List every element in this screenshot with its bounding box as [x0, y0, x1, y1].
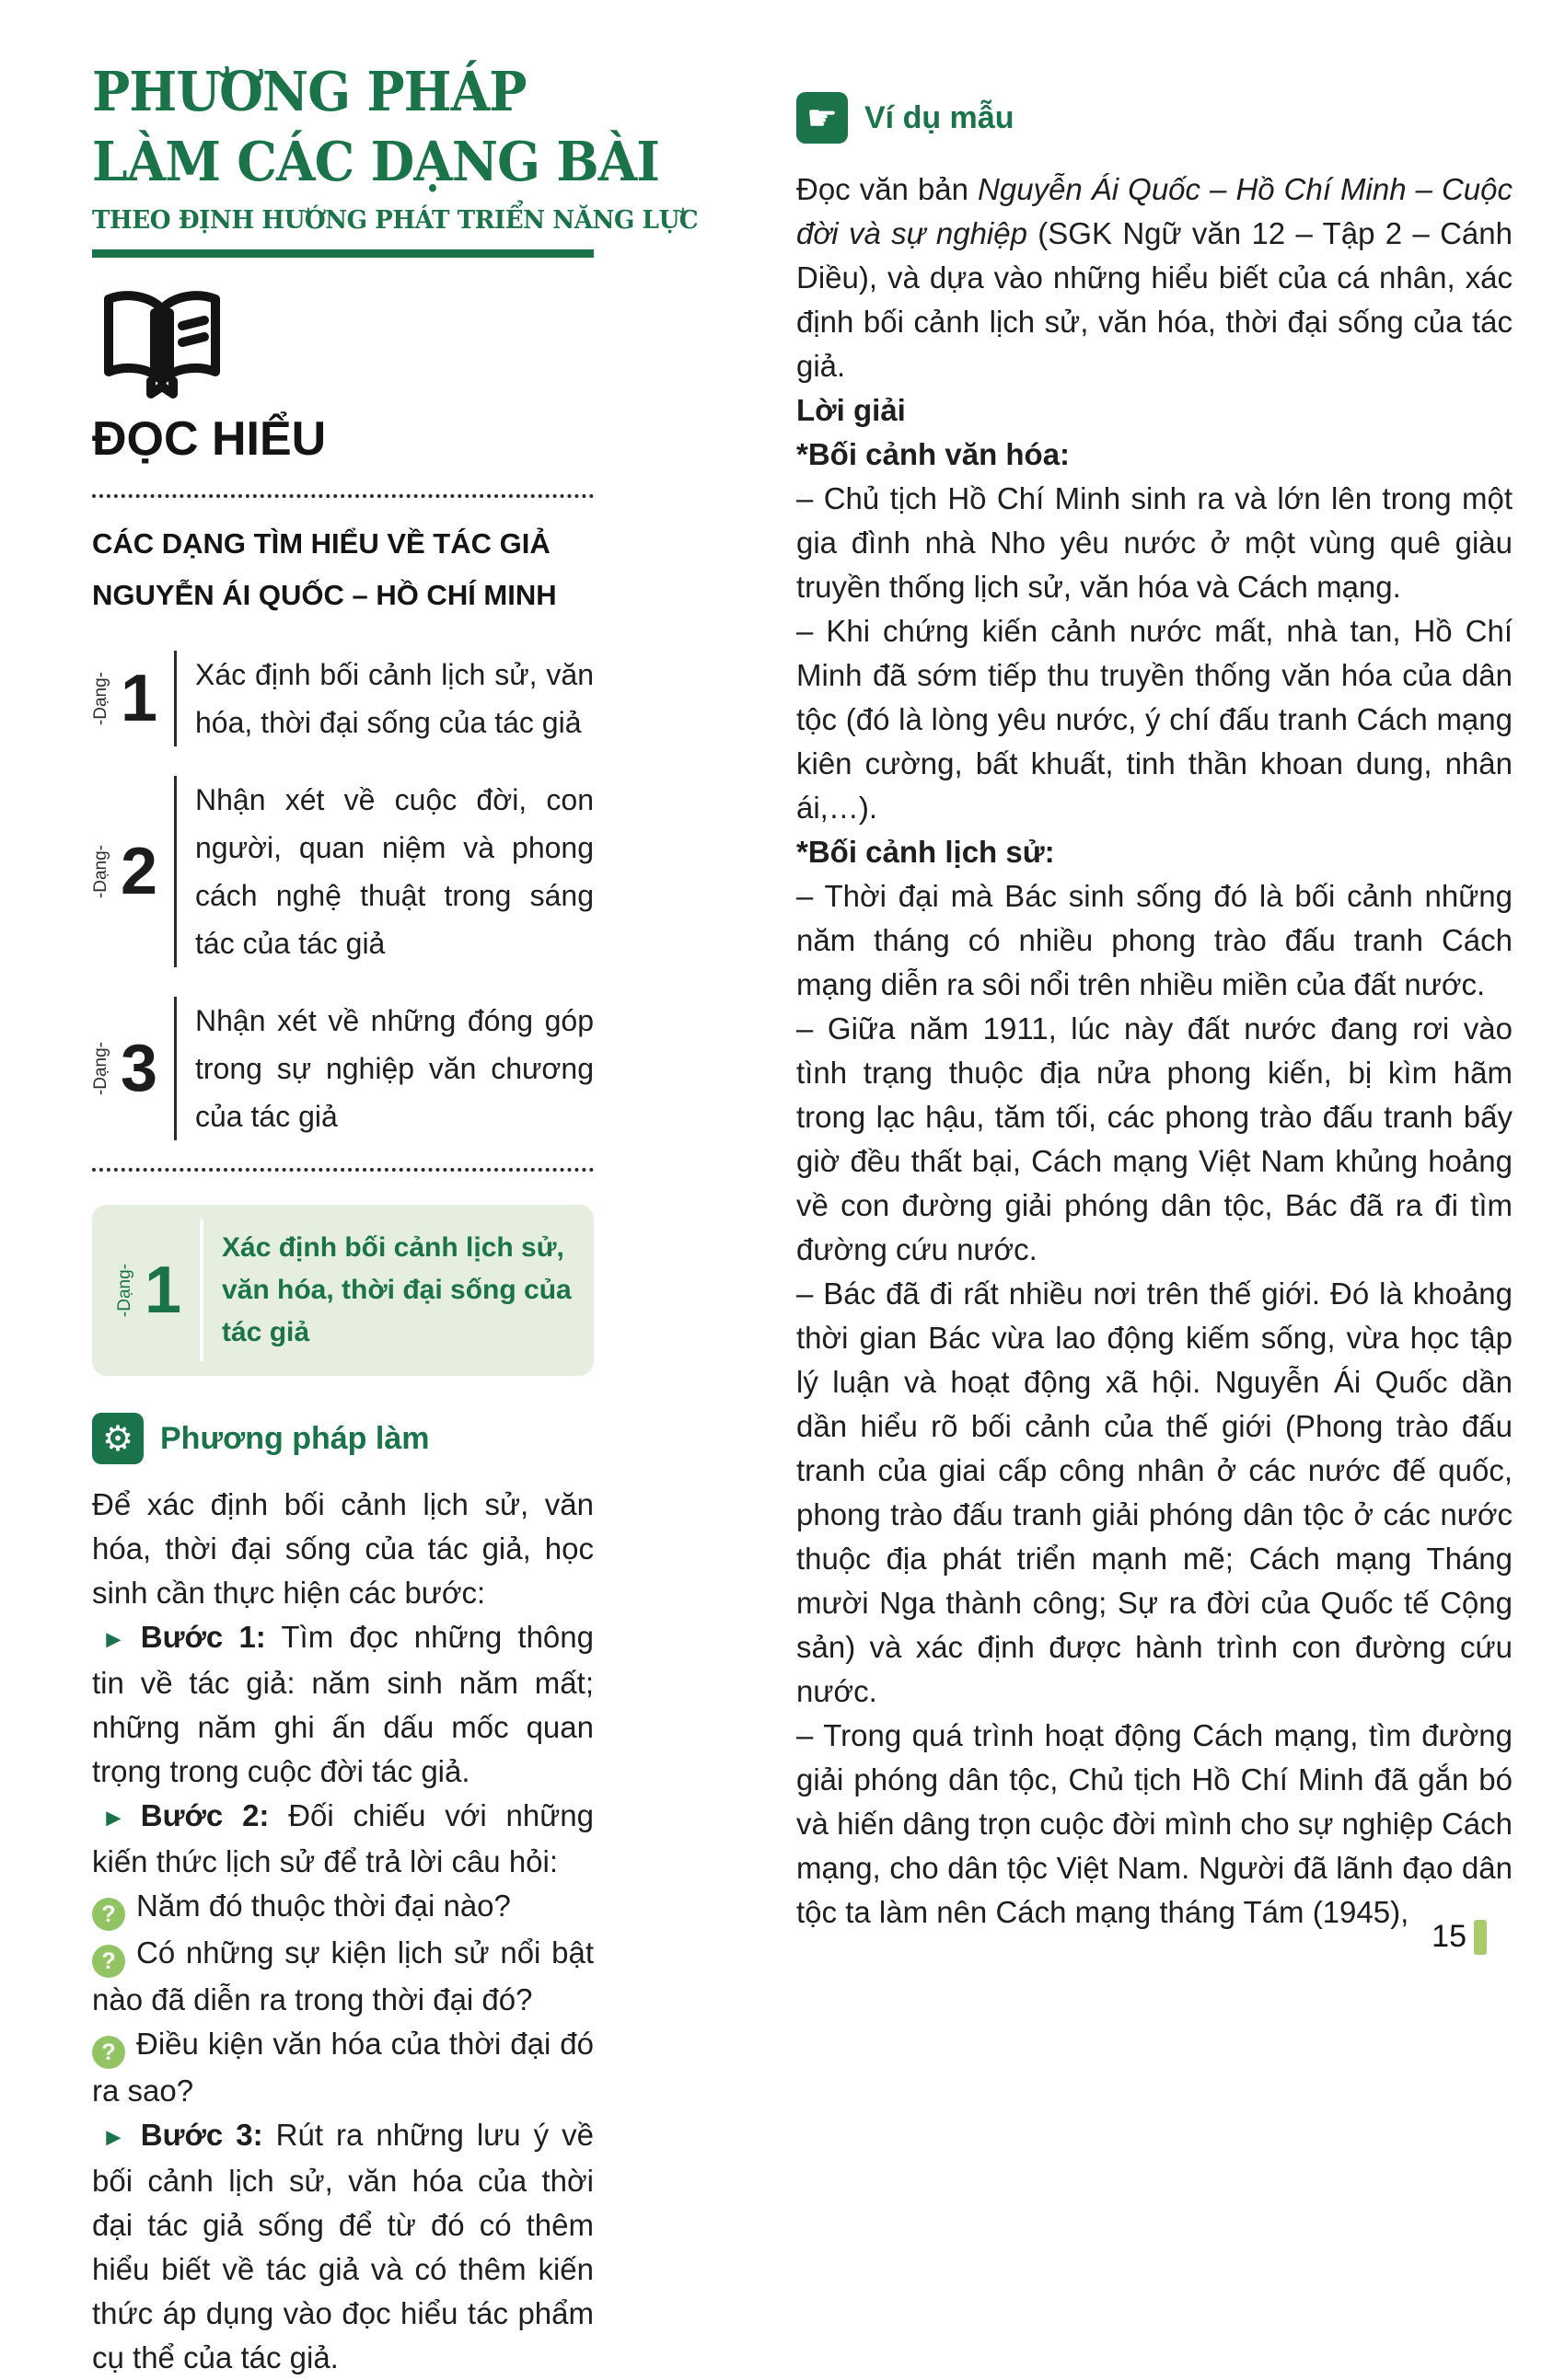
- cultural-context-heading: *Bối cảnh văn hóa:: [796, 437, 1071, 471]
- step-2-paragraph: [92, 1794, 594, 1884]
- question-text: Điều kiện văn hóa của thời đại đó ra sao?: [92, 2027, 594, 2108]
- dang-number: 1: [120, 661, 158, 735]
- dang-number: 3: [120, 1031, 158, 1105]
- list-item-dang-1: [92, 651, 594, 746]
- step-label: Bước 3:: [140, 2118, 263, 2152]
- question-text: Năm đó thuộc thời đại nào?: [136, 1889, 511, 1923]
- historical-paragraph-3: – Bác đã đi rất nhiều nơi trên thế giới. Đó là khoảng thời gian Bác vừa lao động kiếm sống, vừa học tập lý luận và hoạt động xã hội. Nguyễn Ái Quốc dần dần hiểu rõ bối cảnh của thế giới (Phong trào đấu tranh của giai cấp công nhân ở các nước đế quốc, phong trào đấu tranh giải phóng dân tộc ở các nước thuộc địa phát triển mạnh mẽ; Cách mạng Tháng mười Nga thành công; Sự ra đời của Quốc tế Cộng sản) và xác định được hành trình con đường cứu nước.: [796, 1277, 1513, 1708]
- dang-number: 1: [144, 1253, 182, 1327]
- question-text: Có những sự kiện lịch sử nổi bật nào đã diễn ra trong thời đại đó?: [92, 1935, 594, 2016]
- vertical-divider: [200, 1219, 203, 1361]
- question-item-1: [92, 1884, 594, 1931]
- solution-label: Lời giải: [796, 393, 906, 427]
- page-title: [92, 57, 660, 197]
- dang-number: 2: [120, 834, 158, 908]
- method-title: Phương pháp làm: [160, 1420, 430, 1456]
- forms-heading: [92, 518, 594, 621]
- right-column: [796, 92, 1513, 1935]
- page-footer: [1432, 1919, 1487, 1955]
- reading-section-title: ĐỌC HIỂU: [92, 412, 327, 466]
- page-subtitle: THEO ĐỊNH HƯỚNG PHÁT TRIỂN NĂNG LỰC: [92, 206, 699, 235]
- page-number-bar: [1474, 1920, 1487, 1955]
- vertical-divider: [174, 997, 177, 1140]
- left-column: [91, 57, 699, 2380]
- question-icon: ?: [92, 2036, 125, 2069]
- page-title-line1: PHƯƠNG PHÁP: [92, 60, 527, 123]
- example-header: [796, 92, 1513, 144]
- dang-vertical-label: -Dạng-: [115, 1263, 134, 1318]
- method-header: [92, 1413, 594, 1464]
- example-intro-post: (SGK Ngữ văn 12 – Tập 2 – Cánh Diều), và dựa vào những hiểu biết của cá nhân, xác định bối cảnh lịch sử, văn hóa, thời đại sống của tác giả.: [796, 216, 1513, 383]
- question-item-3: [92, 2022, 594, 2113]
- triangle-bullet-icon: ►: [101, 1804, 126, 1831]
- historical-paragraph-1: – Thời đại mà Bác sinh sống đó là bối cảnh những năm tháng có nhiều phong trào đấu tranh Cách mạng diễn ra sôi nổi trên nhiều miền của đất nước.: [796, 879, 1513, 1001]
- green-divider-rule: [92, 249, 594, 258]
- forms-heading-line2: NGUYỄN ÁI QUỐC – HỒ CHÍ MINH: [92, 579, 557, 611]
- forms-heading-line1: CÁC DẠNG TÌM HIỂU VỀ TÁC GIẢ: [92, 527, 551, 560]
- vertical-divider: [174, 776, 177, 967]
- pointing-hand-icon: ☛: [796, 92, 848, 144]
- question-item-2: [92, 1931, 594, 2022]
- dang-item-text: Xác định bối cảnh lịch sử, văn hóa, thời đại sống của tác giả: [195, 658, 594, 739]
- dotted-separator-bottom: [92, 1168, 594, 1172]
- list-item-dang-3: [92, 997, 594, 1140]
- step-text: Tìm đọc những thông tin về tác giả: năm sinh năm mất; những năm ghi ấn dấu mốc quan trọng trong cuộc đời tác giả.: [92, 1620, 594, 1788]
- page-title-line2: LÀM CÁC DẠNG BÀI: [92, 130, 660, 193]
- step-label: Bước 1:: [140, 1620, 266, 1654]
- dang-vertical-label: -Dạng-: [91, 671, 110, 726]
- triangle-bullet-icon: ►: [101, 1625, 126, 1653]
- question-icon: ?: [92, 1898, 125, 1931]
- gear-icon: ⚙: [92, 1413, 144, 1464]
- dang-box-text: Xác định bối cảnh lịch sử, văn hóa, thời đại sống của tác giả: [222, 1232, 572, 1347]
- example-intro-pre: Đọc văn bản: [796, 172, 979, 206]
- historical-paragraph-2: – Giữa năm 1911, lúc này đất nước đang rơi vào tình trạng thuộc địa nửa phong kiến, bị kìm hãm trong lạc hậu, tăm tối, các phong trào đấu tranh bấy giờ đều thất bại, Cách mạng Việt Nam khủng hoảng về con đường giải phóng dân tộc, Bác đã ra đi tìm đường cứu nước.: [796, 1011, 1513, 1266]
- example-work-title: Nguyễn Ái Quốc – Hồ Chí Minh – Cuộc đời và sự nghiệp: [796, 172, 1513, 250]
- dang-vertical-label: -Dạng-: [91, 1041, 110, 1096]
- vertical-divider: [174, 651, 177, 746]
- step-text: Đối chiếu với những kiến thức lịch sử để trả lời câu hỏi:: [92, 1798, 594, 1878]
- step-text: Rút ra những lưu ý về bối cảnh lịch sử, văn hóa của thời đại tác giả sống để từ đó có thêm hiểu biết về tác giả và có thêm kiến thức áp dụng vào đọc hiểu tác phẩm cụ thể của tác giả.: [92, 2118, 594, 2374]
- dotted-separator-top: [92, 494, 594, 498]
- list-item-dang-2: [92, 776, 594, 967]
- triangle-bullet-icon: ►: [101, 2123, 126, 2151]
- dang-1-highlight-box: [92, 1205, 594, 1376]
- dang-item-text: Nhận xét về cuộc đời, con người, quan niệm và phong cách nghệ thuật trong sáng tác của tác giả: [195, 783, 594, 960]
- historical-context-heading: *Bối cảnh lịch sử:: [796, 835, 1055, 869]
- dang-item-text: Nhận xét về những đóng góp trong sự nghiệp văn chương của tác giả: [195, 1004, 594, 1133]
- historical-paragraph-4: – Trong quá trình hoạt động Cách mạng, tìm đường giải phóng dân tộc, Chủ tịch Hồ Chí Minh đã gắn bó và hiến dâng trọn cuộc đời mình cho sự nghiệp Cách mạng, cho dân tộc Việt Nam. Người đã lãnh đạo dân tộc ta làm nên Cách mạng tháng Tám (1945),: [796, 1718, 1513, 1929]
- dang-vertical-label: -Dạng-: [91, 844, 110, 899]
- step-label: Bước 2:: [140, 1798, 270, 1832]
- step-3-paragraph: [92, 2113, 594, 2380]
- example-title: Ví dụ mẫu: [864, 99, 1014, 135]
- book-icon: [92, 285, 594, 408]
- step-1-paragraph: [92, 1615, 594, 1794]
- example-intro-paragraph: [796, 168, 1513, 388]
- question-icon: ?: [92, 1945, 125, 1978]
- page-number: 15: [1432, 1919, 1466, 1954]
- cultural-paragraph-1: – Chủ tịch Hồ Chí Minh sinh ra và lớn lên trong một gia đình nhà Nho yêu nước ở một vùng quê giàu truyền thống lịch sử, văn hóa và Cách mạng.: [796, 481, 1513, 604]
- method-intro: Để xác định bối cảnh lịch sử, văn hóa, thời đại sống của tác giả, học sinh cần thực hiện các bước:: [92, 1487, 594, 1610]
- cultural-paragraph-2: – Khi chứng kiến cảnh nước mất, nhà tan, Hồ Chí Minh đã sớm tiếp thu truyền thống văn hóa của dân tộc (đó là lòng yêu nước, ý chí đấu tranh Cách mạng kiên cường, bất khuất, tinh thần khoan dung, nhân ái,…).: [796, 614, 1513, 825]
